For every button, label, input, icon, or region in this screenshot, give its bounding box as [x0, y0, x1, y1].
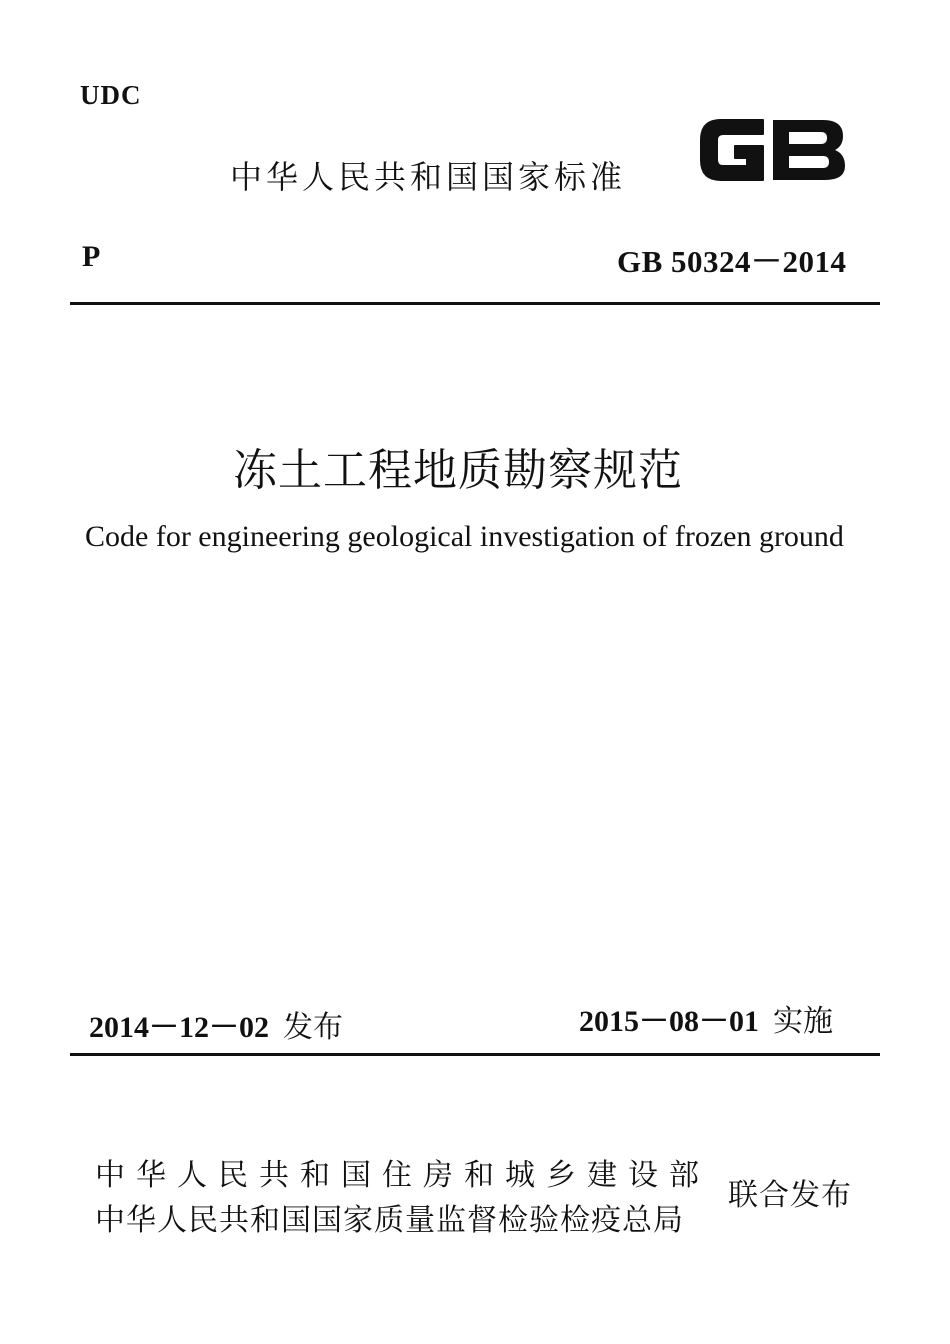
bottom-divider [70, 1053, 880, 1056]
title-english: Code for engineering geological investigation of frozen ground [85, 520, 844, 553]
udc-label: UDC [80, 80, 142, 110]
implementation-date: 2015－08－01 [579, 1005, 759, 1038]
implementation-date-line [579, 996, 833, 1040]
implementation-word: 实施 [773, 1004, 833, 1039]
issue-word: 发布 [283, 1010, 343, 1045]
issuer-ministry-housing: 中华人民共和国住房和城乡建设部 [95, 1158, 710, 1193]
standard-number: GB 50324－2014 [617, 244, 847, 279]
category-letter: P [82, 240, 101, 273]
gb-logo [693, 110, 853, 190]
top-divider [70, 302, 880, 305]
title-chinese: 冻土工程地质勘察规范 [233, 445, 683, 496]
issue-date-line [89, 1002, 343, 1046]
joint-issue-label: 联合发布 [728, 1178, 852, 1213]
standard-series-name: 中华人民共和国国家标准 [230, 158, 627, 196]
issue-date: 2014－12－02 [89, 1011, 269, 1044]
issuer-quality-administration: 中华人民共和国国家质量监督检验检疫总局 [95, 1203, 684, 1238]
gb-logo-text: GB [693, 110, 695, 111]
